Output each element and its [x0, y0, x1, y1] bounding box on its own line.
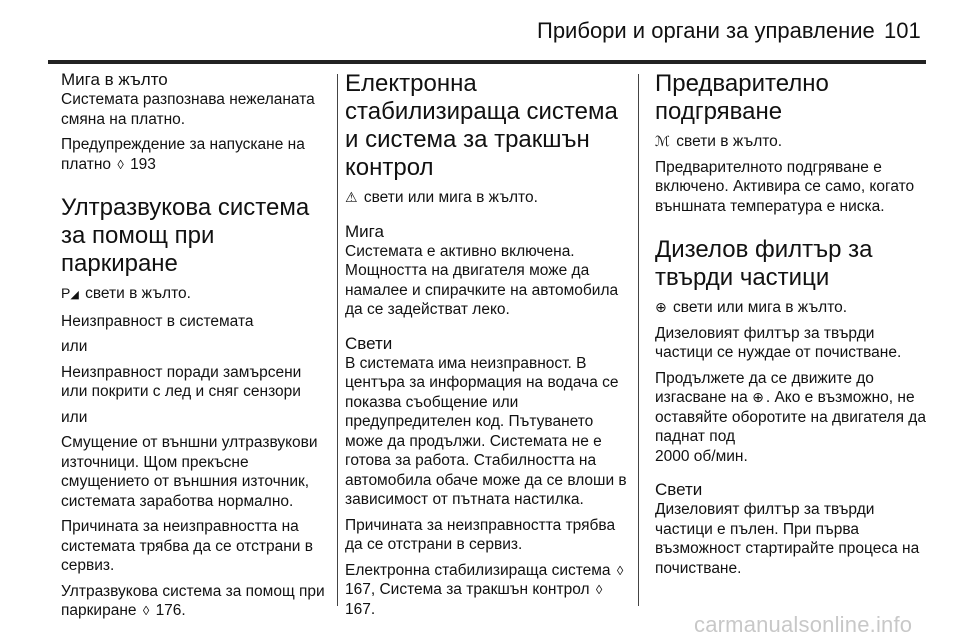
subheading-blink-yellow: Мига в жълто [61, 70, 168, 89]
paragraph: Причината за неизправността на системата трябва да се отстрани в сервиз. [61, 518, 313, 574]
diesel-filter-icon: ⊕ [752, 389, 764, 405]
header-rule [48, 60, 926, 64]
subheading-lit: Свети [655, 480, 703, 499]
indicator-status: свети или мига в жълто. [363, 189, 538, 206]
dpf-indicator-line [655, 298, 935, 318]
page-reference[interactable]: 193 [130, 155, 156, 173]
paragraph-dpf-drive: Продължете да се движите до изгасване на ⊕ . Ако е възможно, не оставяйте оборотите на двигателя да паднат под 2000 об/мин. [655, 369, 926, 465]
paragraph: Дизеловият филтър за твърди частици е пълен. При първа възможност стартирайте процеса на почистване. [655, 501, 920, 577]
column-divider-1 [337, 74, 338, 606]
paragraph-lane-warning [61, 135, 331, 174]
paragraph-parking-ref [61, 582, 331, 621]
cross-reference-icon: ◊ [595, 582, 603, 597]
column-2 [345, 70, 627, 625]
subheading-blink: Мига [345, 221, 384, 241]
paragraph: Предварителното подгряване е включено. Активира се само, когато външната температура е ниска. [655, 158, 915, 215]
subheading-lit: Свети [345, 333, 393, 353]
esc-ref-text: Електронна стабилизираща система [345, 561, 611, 579]
page-reference[interactable]: 176. [155, 602, 186, 619]
heading-preheating: Предварително подгряване [655, 70, 829, 125]
paragraph: Системата разпознава нежеланата смяна на платно. [61, 91, 315, 128]
indicator-status: свети в жълто. [676, 133, 783, 150]
esc-indicator-line [345, 188, 627, 208]
paragraph: Причината за неизправността трябва да се отстрани в сервиз. [345, 516, 616, 553]
cross-reference-icon: ◊ [616, 562, 624, 578]
column-divider-2 [638, 74, 639, 606]
indicator-status: свети или мига в жълто. [673, 299, 848, 316]
paragraph: В системата има неизправност. В центъра за информация на водача се показва съобщение или предупредителен код. Пътуването може да продължи. Системата не е готова за работа. Стабилността на автомобила обаче може да се влоши в зависимост от пътната настилка. [345, 354, 627, 508]
preheat-indicator-line [655, 132, 935, 152]
page-reference[interactable]: 167. [345, 600, 376, 618]
paragraph-esc-ref [345, 561, 627, 620]
paragraph: или [61, 408, 88, 426]
watermark: carmanualsonline.info [694, 612, 913, 637]
paragraph: Системата е активно включена. Мощността на двигателя може да намалее и спирачките на автомобила да се задействат леко. [345, 242, 619, 318]
glow-plug-icon: ℳ [655, 133, 670, 149]
paragraph: Неизправност в системата [61, 312, 254, 330]
diesel-filter-icon: ⊕ [655, 299, 667, 315]
column-3 [655, 70, 935, 584]
heading-parking-assist: Ултразвукова система за помощ при паркиране [61, 194, 310, 277]
heading-esc: Електронна стабилизираща система и система за тракшън контрол [345, 70, 618, 181]
indicator-status: свети в жълто. [85, 285, 191, 302]
page-number: 101 [884, 18, 921, 43]
esc-icon: ⚠ [345, 189, 358, 205]
parking-indicator-line [61, 284, 331, 306]
cross-reference-icon: ◊ [117, 156, 124, 172]
lane-warning-text: Предупреждение за напускане на платно [61, 136, 305, 173]
paragraph: Неизправност поради замърсени или покрити с лед и сняг сензори [61, 363, 302, 400]
paragraph: или [61, 338, 88, 355]
parking-assist-icon: P◢ [61, 285, 79, 301]
page-reference[interactable]: 167, Система за тракшън контрол [345, 581, 590, 598]
paragraph: Смущение от външни ултразвукови източници. Щом прекъсне смущението от външния източник, системата заработва нормално. [61, 434, 318, 510]
page-header [0, 0, 960, 60]
cross-reference-icon: ◊ [142, 603, 150, 618]
column-1 [61, 70, 331, 627]
paragraph: Дизеловият филтър за твърди частици се нуждае от почистване. [655, 324, 902, 361]
header-title: Прибори и органи за управление [537, 18, 875, 43]
parking-ref-text: Ултразвукова система за помощ при паркиране [61, 582, 325, 619]
heading-diesel-filter: Дизелов филтър за твърди частици [655, 236, 873, 291]
